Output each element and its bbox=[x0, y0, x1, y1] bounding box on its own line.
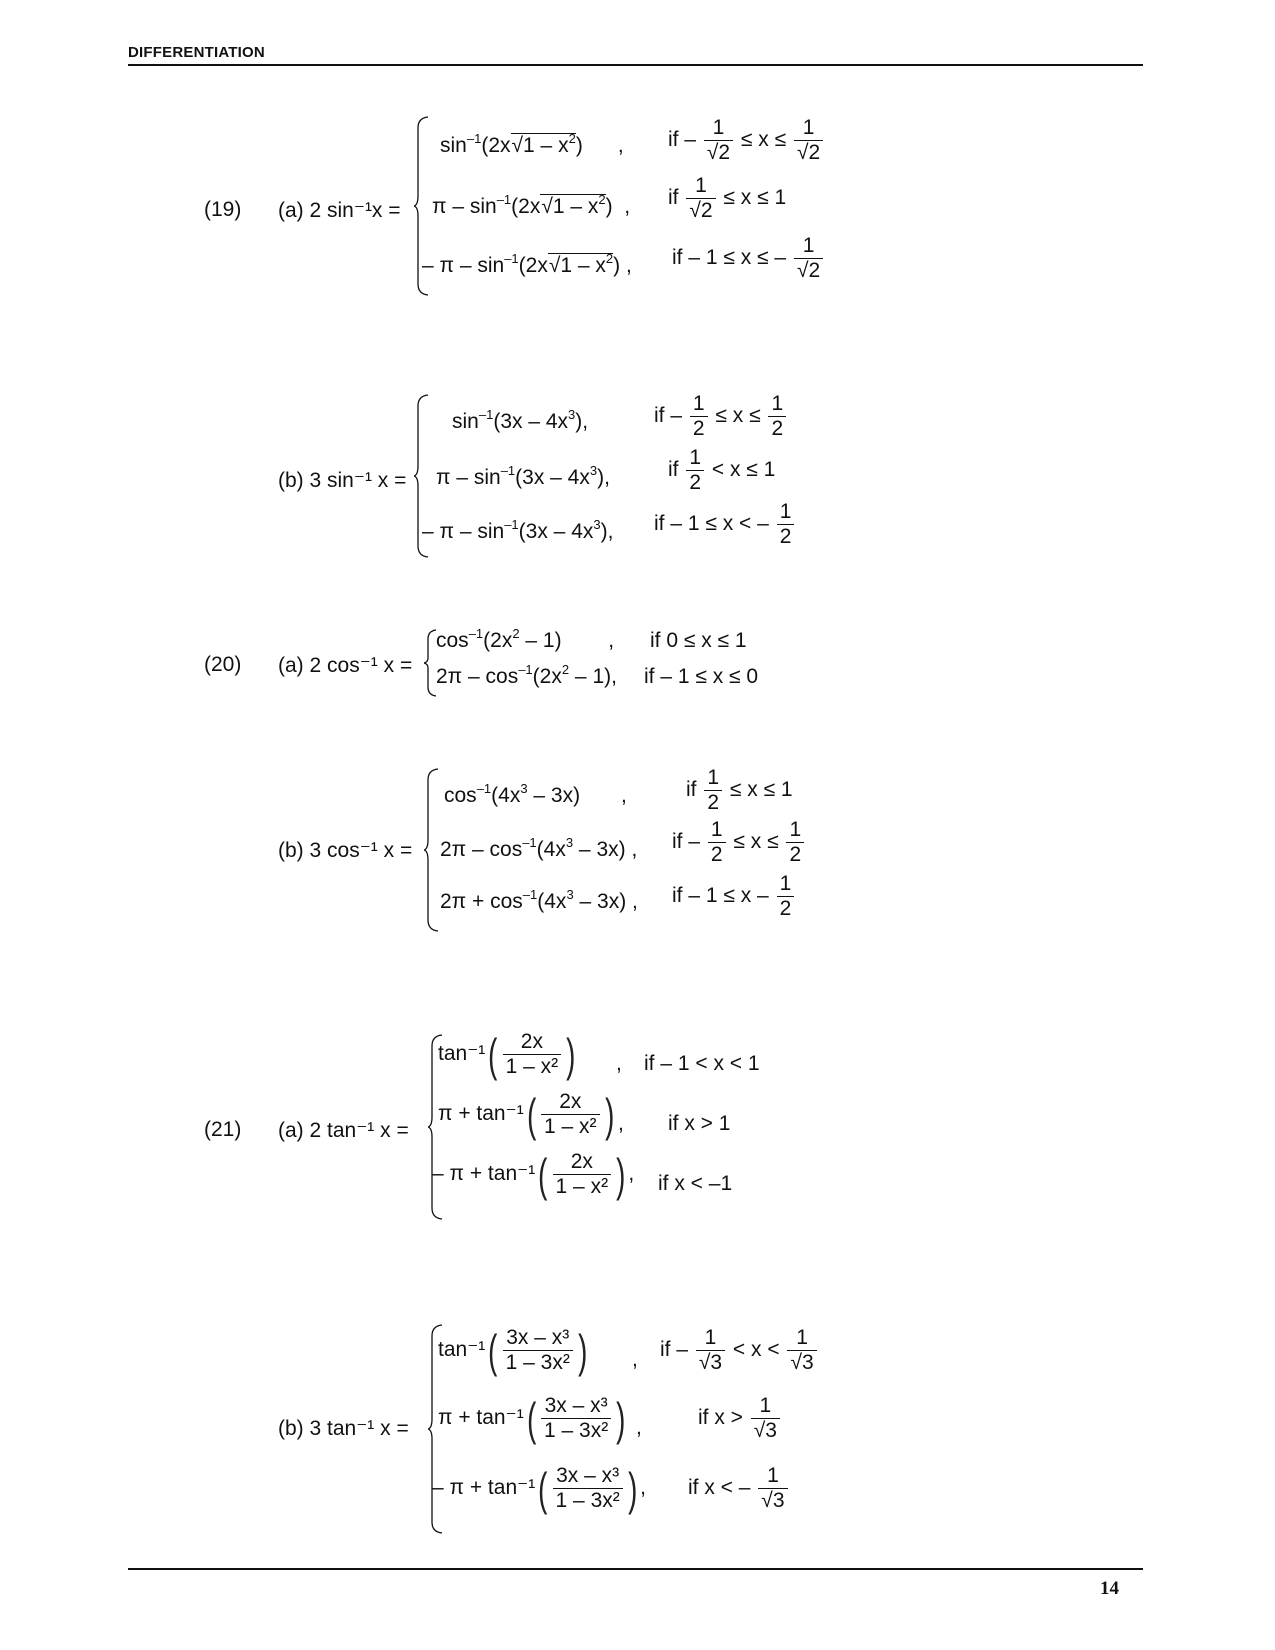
item-number-19: (19) bbox=[204, 198, 242, 221]
case-2-condition: if – $\frac{1}{2}$ ≤ x ≤ $\frac{1}{2}$ bbox=[672, 818, 806, 867]
page-header-title: DIFFERENTIATION bbox=[128, 44, 265, 61]
case-2-condition: if – 1 ≤ x ≤ 0 bbox=[644, 665, 759, 688]
item-20b bbox=[0, 766, 1275, 936]
case-3: – π – $\sin^{-1}(2x√1 - x^2)$ , bbox=[422, 251, 632, 277]
item-number-21: (21) bbox=[204, 1118, 242, 1141]
case-2: $2\pi - \cos^{-1}(4x^3 - 3x)$ , bbox=[440, 835, 638, 861]
case-2: π + tan⁻¹( $\frac{2x}{\text{1 – x²}}$ ) bbox=[438, 1088, 614, 1141]
case-2: π – $\sin^{-1}(2x√1 - x^2)$ , bbox=[432, 192, 631, 218]
case-3-condition: if – 1 ≤ x < – $\frac{1}{2}$ bbox=[654, 500, 796, 549]
case-1-condition: if – $\frac{1}{2}$ ≤ x ≤ $\frac{1}{2}$ bbox=[654, 392, 788, 441]
case-3-condition: if x < – $\frac{1}{√3}$ bbox=[688, 1464, 790, 1513]
lhs-3-arccos: (b) 3 cos⁻¹ x = bbox=[278, 839, 413, 862]
case-3: – π + tan⁻¹( $\frac{\text{3x – x³}}{\text{1 – 3x²}}$ ) , bbox=[432, 1462, 646, 1515]
left-brace bbox=[424, 768, 440, 932]
case-3: – π – $\sin^{-1}(3x - 4x^3)$, bbox=[422, 517, 614, 543]
case-2-condition: if x > $\frac{1}{√3}$ bbox=[698, 1394, 782, 1443]
page-number: 14 bbox=[1100, 1578, 1119, 1599]
case-1: $\sin^{-1}(3x - 4x^3)$, bbox=[452, 407, 589, 433]
case-1-condition: if $\frac{1}{2}$ ≤ x ≤ 1 bbox=[686, 766, 793, 814]
lhs-3-arctan: (b) 3 tan⁻¹ x = bbox=[278, 1417, 409, 1440]
case-1-comma: , bbox=[616, 1052, 622, 1075]
case-1-condition: if – 1 < x < 1 bbox=[644, 1052, 760, 1075]
case-2: π + tan⁻¹( $\frac{\text{3x – x³}}{\text{1 – 3x²}}$ ) bbox=[438, 1392, 626, 1445]
case-2: π – $\sin^{-1}(3x - 4x^3)$, bbox=[436, 463, 610, 489]
case-1-condition: if – $\frac{1}{√3}$ < x < $\frac{1}{√3}$ bbox=[660, 1326, 819, 1375]
case-3-condition: if x < –1 bbox=[658, 1172, 733, 1195]
item-19b bbox=[0, 390, 1275, 560]
lhs-2-arctan: (a) 2 tan⁻¹ x = bbox=[278, 1119, 409, 1142]
case-1-comma: , bbox=[632, 1348, 638, 1371]
item-21b bbox=[0, 1320, 1275, 1540]
item-19a bbox=[0, 110, 1275, 300]
case-1-condition: if – $\frac{1}{√2}$ ≤ x ≤ $\frac{1}{√2}$ bbox=[668, 116, 825, 165]
lhs-2-arcsin: (a) 2 sin⁻¹x = bbox=[278, 199, 401, 222]
case-2-condition: if x > 1 bbox=[668, 1112, 731, 1135]
header-rule bbox=[128, 64, 1143, 66]
case-1-condition: if 0 ≤ x ≤ 1 bbox=[650, 629, 747, 652]
case-1: $\cos^{-1}(2x^2 - 1)$ , bbox=[436, 626, 615, 652]
case-3-condition: if – 1 ≤ x ≤ – $\frac{1}{√2}$ bbox=[672, 234, 825, 283]
case-2-condition: if $\frac{1}{√2}$ ≤ x ≤ 1 bbox=[668, 174, 787, 222]
footer-rule bbox=[128, 1568, 1143, 1570]
case-2-comma: , bbox=[636, 1416, 642, 1439]
case-2-condition: if $\frac{1}{2}$ < x ≤ 1 bbox=[668, 446, 776, 494]
item-number-20: (20) bbox=[204, 653, 242, 676]
item-21a bbox=[0, 1030, 1275, 1220]
item-20a bbox=[0, 625, 1275, 700]
case-1: tan⁻¹( $\frac{2x}{\text{1 – x²}}$ ) bbox=[438, 1028, 576, 1081]
case-2: $2\pi - \cos^{-1}(2x^2 - 1)$, bbox=[436, 662, 617, 688]
lhs-2-arccos: (a) 2 cos⁻¹ x = bbox=[278, 654, 413, 677]
case-3-condition: if – 1 ≤ x – $\frac{1}{2}$ bbox=[672, 872, 796, 921]
case-3: – π + tan⁻¹( $\frac{2x}{\text{1 – x²}}$ ) , bbox=[432, 1148, 635, 1201]
case-1: tan⁻¹( $\frac{\text{3x – x³}}{\text{1 – 3x²}}$ ) bbox=[438, 1324, 588, 1377]
lhs-3-arcsin: (b) 3 sin⁻¹ x = bbox=[278, 469, 407, 492]
case-1: $\sin^{-1}(2x√1 - x^2)$ , bbox=[440, 131, 624, 157]
case-1: $\cos^{-1}(4x^3 - 3x)$ , bbox=[444, 781, 627, 807]
case-3: $2\pi + \cos^{-1}(4x^3 - 3x)$ , bbox=[440, 887, 638, 913]
case-2-comma: , bbox=[618, 1112, 624, 1135]
